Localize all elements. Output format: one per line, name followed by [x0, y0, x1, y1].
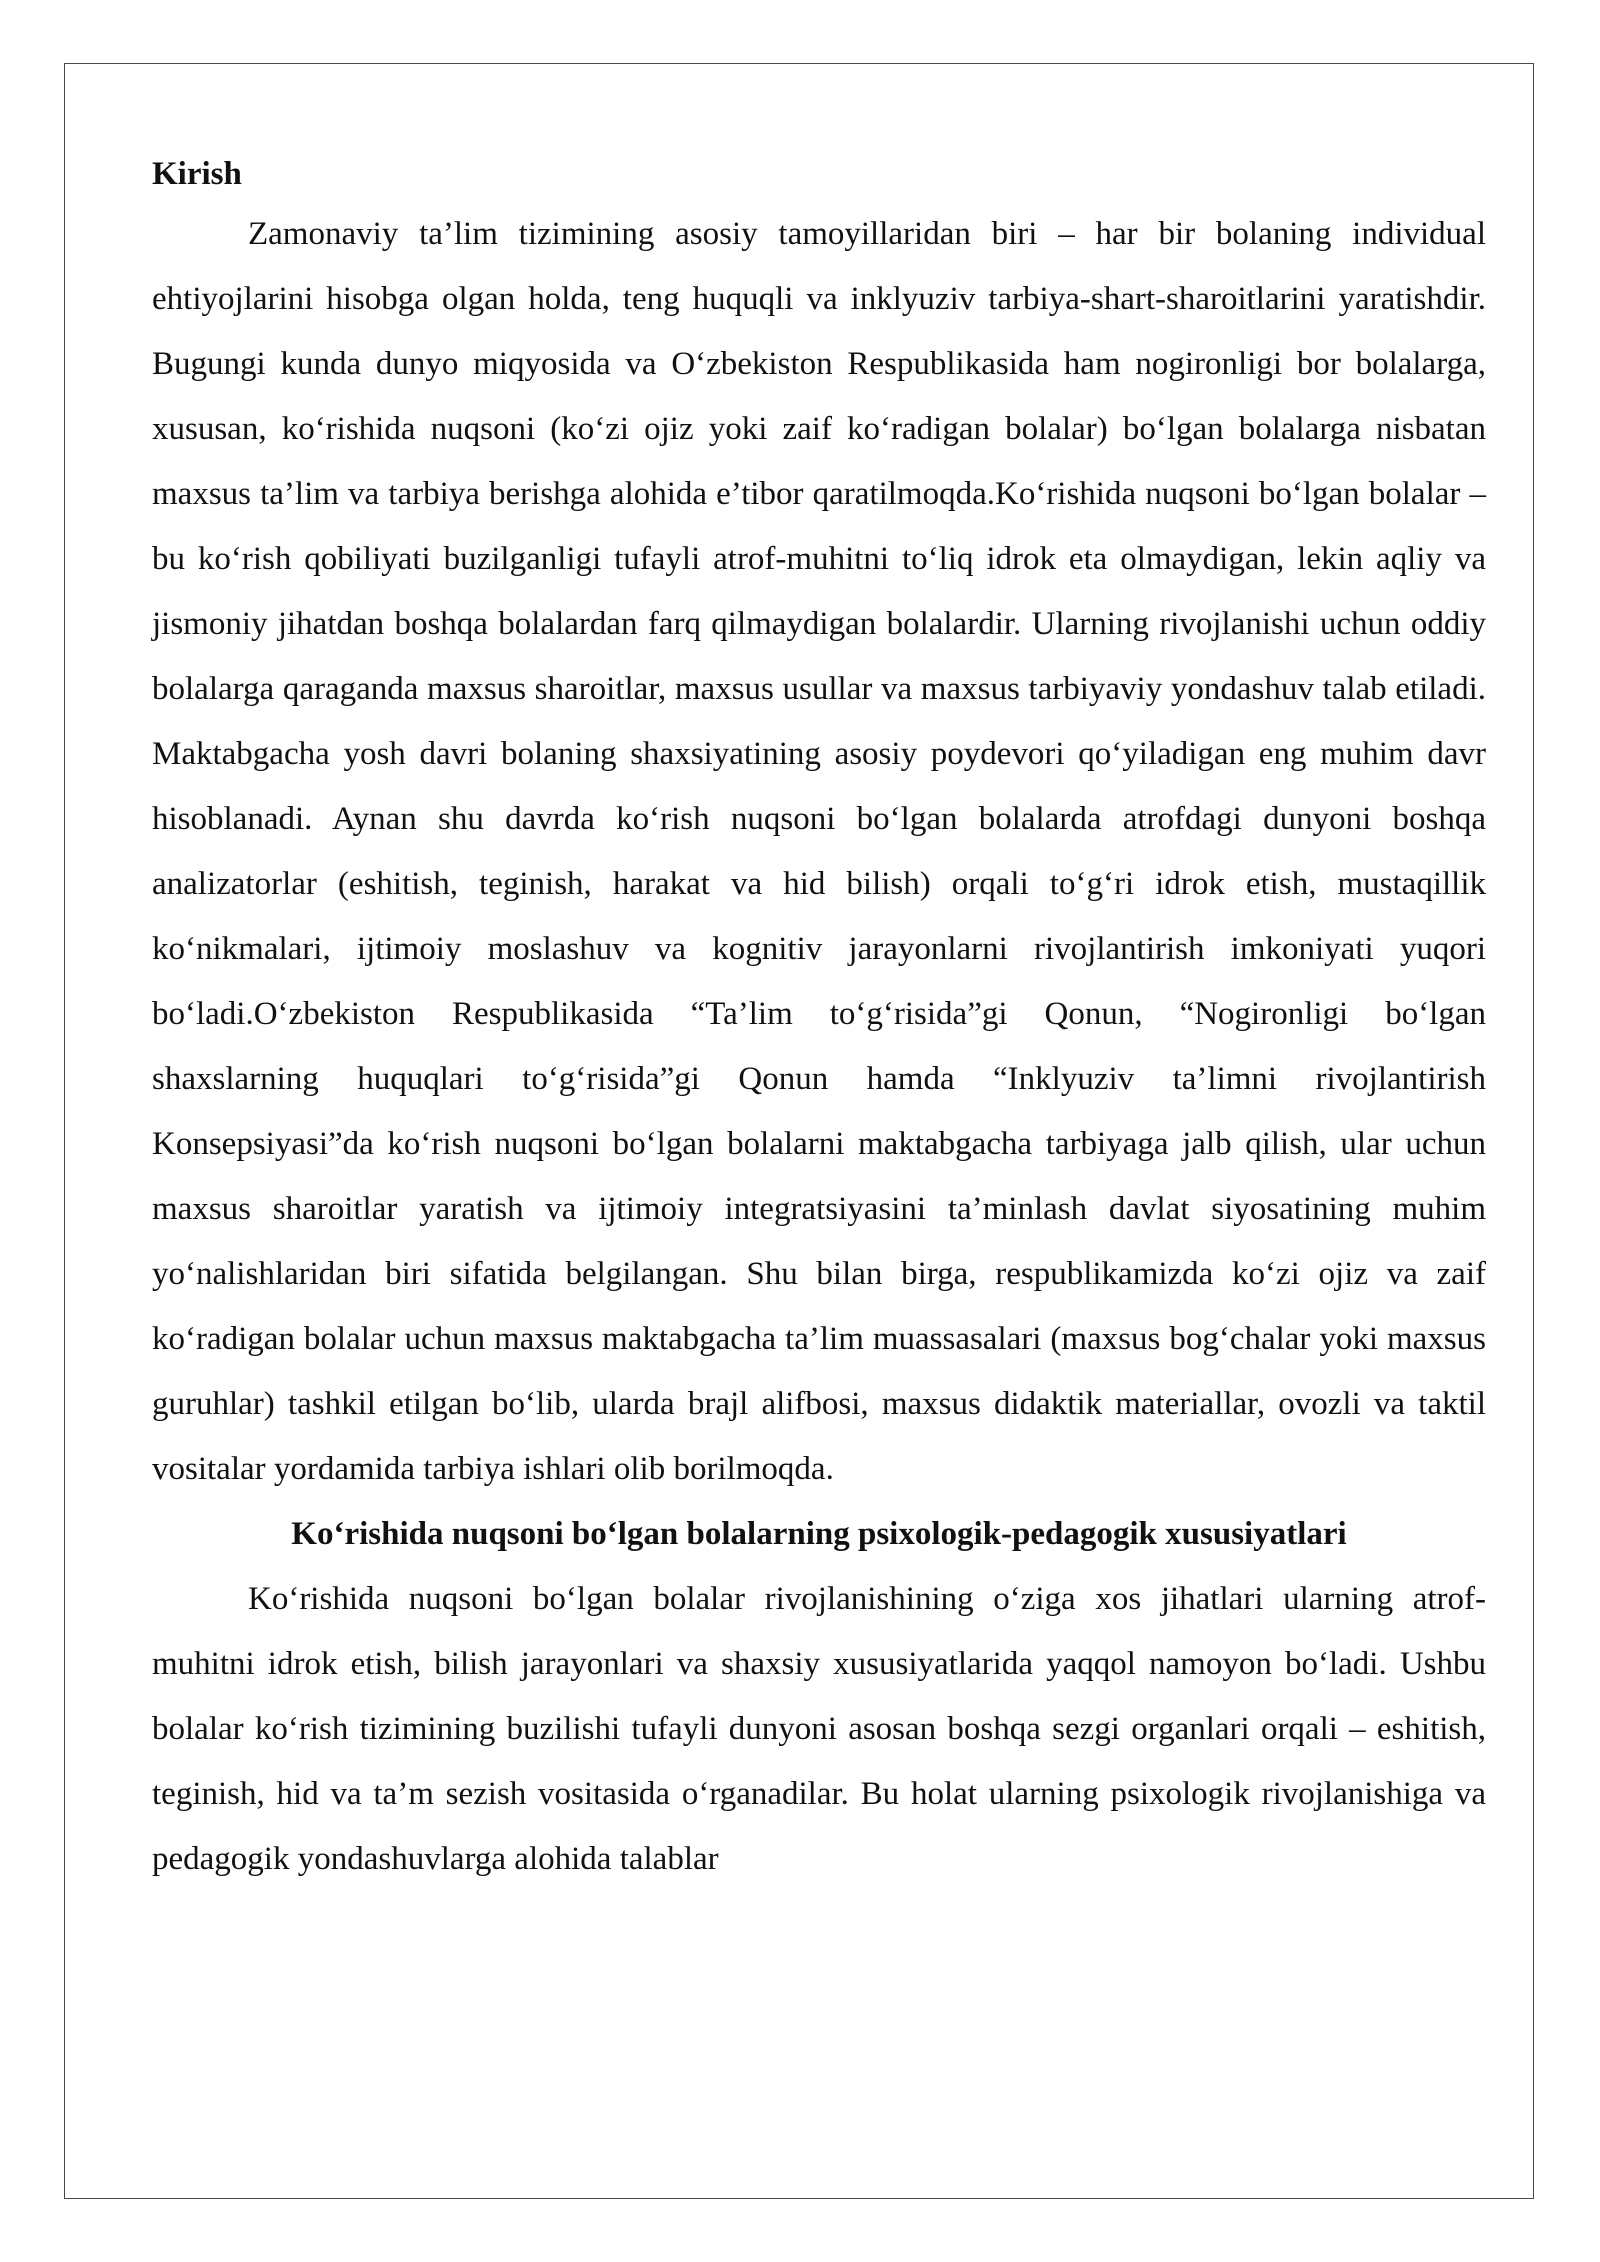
intro-paragraph: Zamonaviy ta’lim tizimining asosiy tamoyillaridan biri – har bir bolaning individual ehtiyojlarini hisobga olgan holda, teng huquqli va inklyuziv tarbiya-shart-sharoitlarini yaratishdir. Bugungi kunda dunyo miqyosida va O‘zbekiston Respublikasida ham nogironligi bor bolalarga, xususan, ko‘rishida nuqsoni (ko‘zi ojiz yoki zaif ko‘radigan bolalar) bo‘lgan bolalarga nisbatan maxsus ta’lim va tarbiya berishga alohida e’tibor qaratilmoqda.Ko‘rishida nuqsoni bo‘lgan bolalar – bu ko‘rish qobiliyati buzilganligi tufayli atrof-muhitni to‘liq idrok eta olmaydigan, lekin aqliy va jismoniy jihatdan boshqa bolalardan farq qilmaydigan bolalardir. Ularning rivojlanishi uchun oddiy bolalarga qaraganda maxsus sharoitlar, maxsus usullar va maxsus tarbiyaviy yondashuv talab etiladi. Maktabgacha yosh davri bolaning shaxsiyatining asosiy poydevori qo‘yiladigan eng muhim davr hisoblanadi. Aynan shu davrda ko‘rish nuqsoni bo‘lgan bolalarda atrofdagi dunyoni boshqa analizatorlar (eshitish, teginish, harakat va hid bilish) orqali to‘g‘ri idrok etish, mustaqillik ko‘nikmalari, ijtimoiy moslashuv va kognitiv jarayonlarni rivojlantirish imkoniyati yuqori bo‘ladi.O‘zbekiston Respublikasida “Ta’lim to‘g‘risida”gi Qonun, “Nogironligi bo‘lgan shaxslarning huquqlari to‘g‘risida”gi Qonun hamda “Inklyuziv ta’limni rivojlantirish Konsepsiyasi”da ko‘rish nuqsoni bo‘lgan bolalarni maktabgacha tarbiyaga jalb qilish, ular uchun maxsus sharoitlar yaratish va ijtimoiy integratsiyasini ta’minlash davlat siyosatining muhim yo‘nalishlaridan biri sifatida belgilangan. Shu bilan birga, respublikamizda ko‘zi ojiz va zaif ko‘radigan bolalar uchun maxsus maktabgacha ta’lim muassasalari (maxsus bog‘chalar yoki maxsus guruhlar) tashkil etilgan bo‘lib, ularda brajl alifbosi, maxsus didaktik materiallar, ovozli va taktil vositalar yordamida tarbiya ishlari olib borilmoqda. [152, 216, 1486, 1487]
section-subheading: Ko‘rishida nuqsoni bo‘lgan bolalarning psixologik-pedagogik xususiyatlari [291, 1516, 1347, 1552]
document-body [152, 146, 1486, 1892]
body-paragraph: Ko‘rishida nuqsoni bo‘lgan bolalar rivojlanishining o‘ziga xos jihatlari ularning atrof-muhitni idrok etish, bilish jarayonlari va shaxsiy xususiyatlarida yaqqol namoyon bo‘ladi. Ushbu bolalar ko‘rish tizimining buzilishi tufayli dunyoni asosan boshqa sezgi organlari orqali – eshitish, teginish, hid va ta’m sezish vositasida o‘rganadilar. Bu holat ularning psixologik rivojlanishiga va pedagogik yondashuvlarga alohida talablar [152, 1581, 1486, 1877]
section-heading-kirish: Kirish [152, 156, 242, 192]
